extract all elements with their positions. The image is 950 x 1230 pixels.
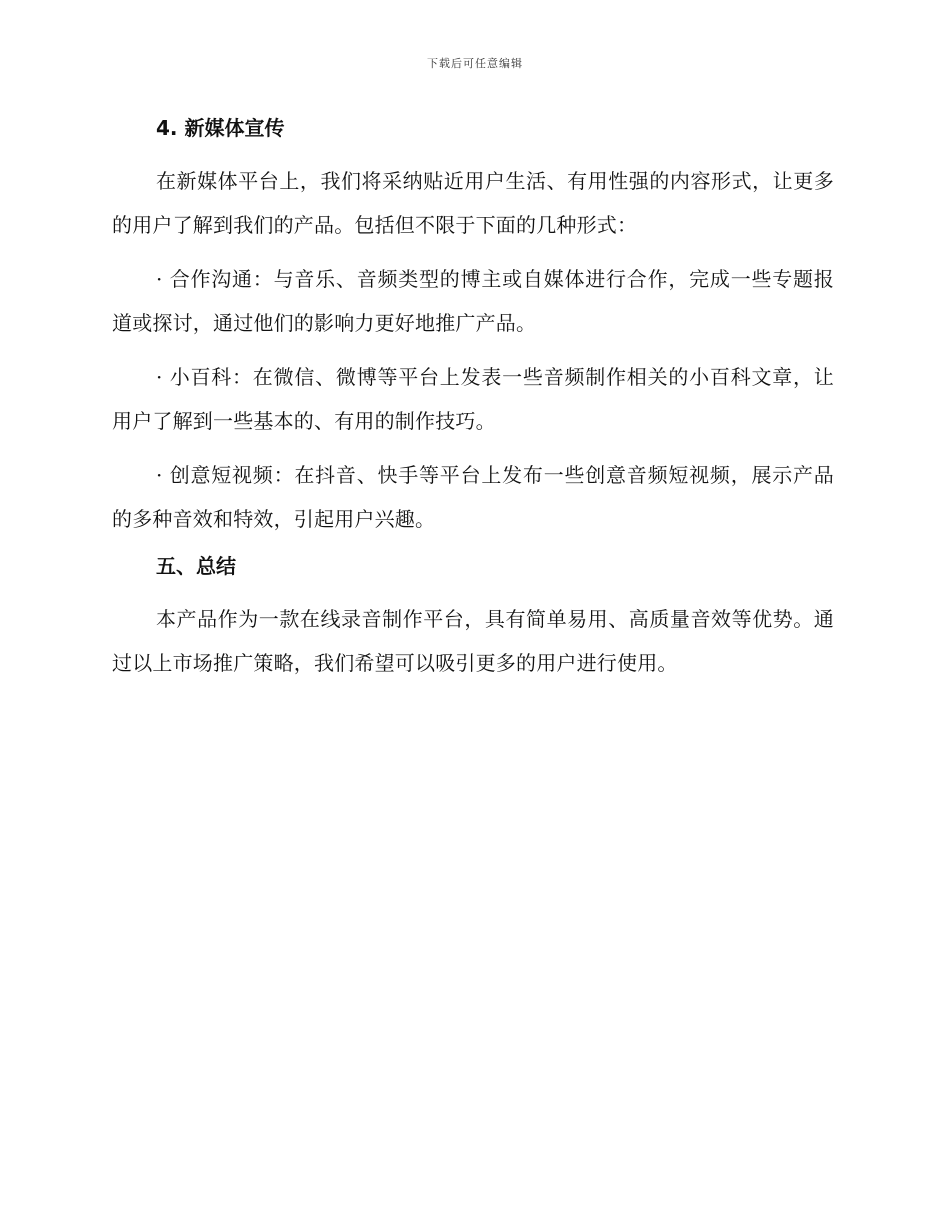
header-note: 下载后可任意编辑 [427,57,523,70]
section-heading-new-media: 4. 新媒体宣传 [156,116,285,140]
bullet-paragraph-short-video: · 创意短视频：在抖音、快手等平台上发布一些创意音频短视频，展示产品的多种音效和特效，引起用户兴趣。 [112,463,834,531]
bullet-paragraph-cooperation: · 合作沟通：与音乐、音频类型的博主或自媒体进行合作，完成一些专题报道或探讨，通过他们的影响力更好地推广产品。 [112,267,834,335]
document-body [112,113,834,695]
bullet-paragraph-encyclopedia: · 小百科：在微信、微博等平台上发表一些音频制作相关的小百科文章，让用户了解到一些基本的、有用的制作技巧。 [112,365,834,433]
summary-paragraph: 本产品作为一款在线录音制作平台，具有简单易用、高质量音效等优势。通过以上市场推广策略，我们希望可以吸引更多的用户进行使用。 [112,607,834,675]
section-intro-paragraph: 在新媒体平台上，我们将采纳贴近用户生活、有用性强的内容形式，让更多的用户了解到我们的产品。包括但不限于下面的几种形式： [112,169,834,237]
section-heading-summary: 五、总结 [156,554,236,578]
